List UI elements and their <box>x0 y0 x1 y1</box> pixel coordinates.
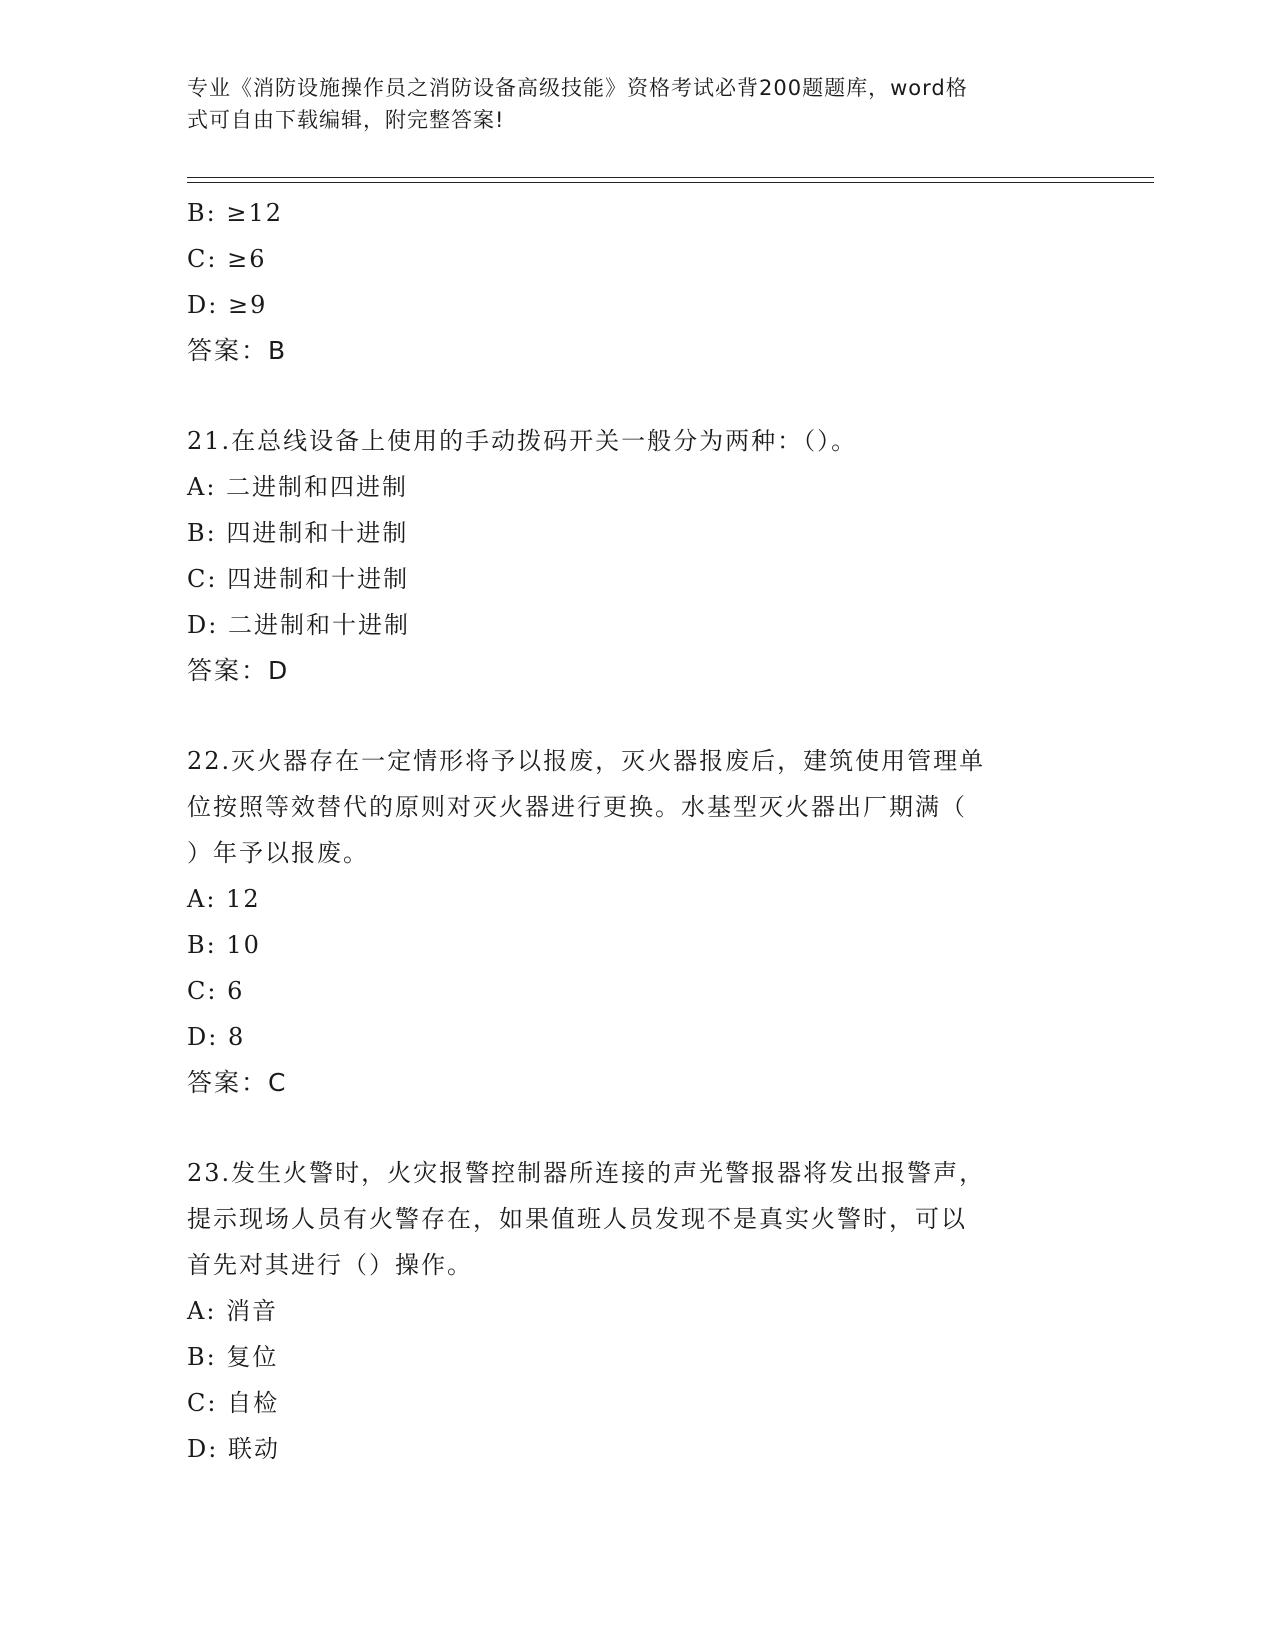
question-23 <box>187 1150 1087 1472</box>
header-line-2: 式可自由下载编辑，附完整答案! <box>187 108 505 132</box>
option-b: B: ≥12 <box>187 199 283 227</box>
option-a: A: 消音 <box>187 1297 279 1325</box>
question-21 <box>187 418 1087 694</box>
header-divider-top <box>187 177 1154 178</box>
header-divider-bottom <box>187 182 1154 183</box>
option-d: D: ≥9 <box>187 291 268 319</box>
option-c: C: ≥6 <box>187 245 267 273</box>
answer-line: 答案：C <box>187 1068 288 1097</box>
answer-line: 答案：D <box>187 656 290 685</box>
option-a: A: 二进制和四进制 <box>187 473 409 501</box>
question-22 <box>187 738 1087 1106</box>
answer-line: 答案：B <box>187 336 288 365</box>
question-stem-line-3: ）年予以报废。 <box>187 839 369 867</box>
option-a: A: 12 <box>187 885 261 913</box>
question-stem-line-1: 22.灭火器存在一定情形将予以报废，灭火器报废后，建筑使用管理单 <box>187 747 986 775</box>
question-stem-line-1: 23.发生火警时，火灾报警控制器所连接的声光警报器将发出报警声， <box>187 1159 986 1187</box>
header-line-1: 专业《消防设施操作员之消防设备高级技能》资格考试必背200题题库，word格 <box>187 76 968 100</box>
question-stem-line-2: 位按照等效替代的原则对灭火器进行更换。水基型灭火器出厂期满（ <box>187 793 967 821</box>
prev-question-block <box>187 190 1087 374</box>
option-d: D: 8 <box>187 1023 246 1051</box>
option-c: C: 自检 <box>187 1389 280 1417</box>
option-b: B: 四进制和十进制 <box>187 519 409 547</box>
question-stem-line-3: 首先对其进行（）操作。 <box>187 1251 473 1279</box>
option-d: D: 联动 <box>187 1435 280 1463</box>
option-c: C: 四进制和十进制 <box>187 565 410 593</box>
option-c: C: 6 <box>187 977 245 1005</box>
question-stem: 21.在总线设备上使用的手动拨码开关一般分为两种：（）。 <box>187 427 858 455</box>
page-header <box>187 72 1087 136</box>
option-b: B: 10 <box>187 931 261 959</box>
option-d: D: 二进制和十进制 <box>187 611 410 639</box>
question-stem-line-2: 提示现场人员有火警存在，如果值班人员发现不是真实火警时，可以 <box>187 1205 967 1233</box>
option-b: B: 复位 <box>187 1343 279 1371</box>
question-content <box>187 190 1087 1472</box>
